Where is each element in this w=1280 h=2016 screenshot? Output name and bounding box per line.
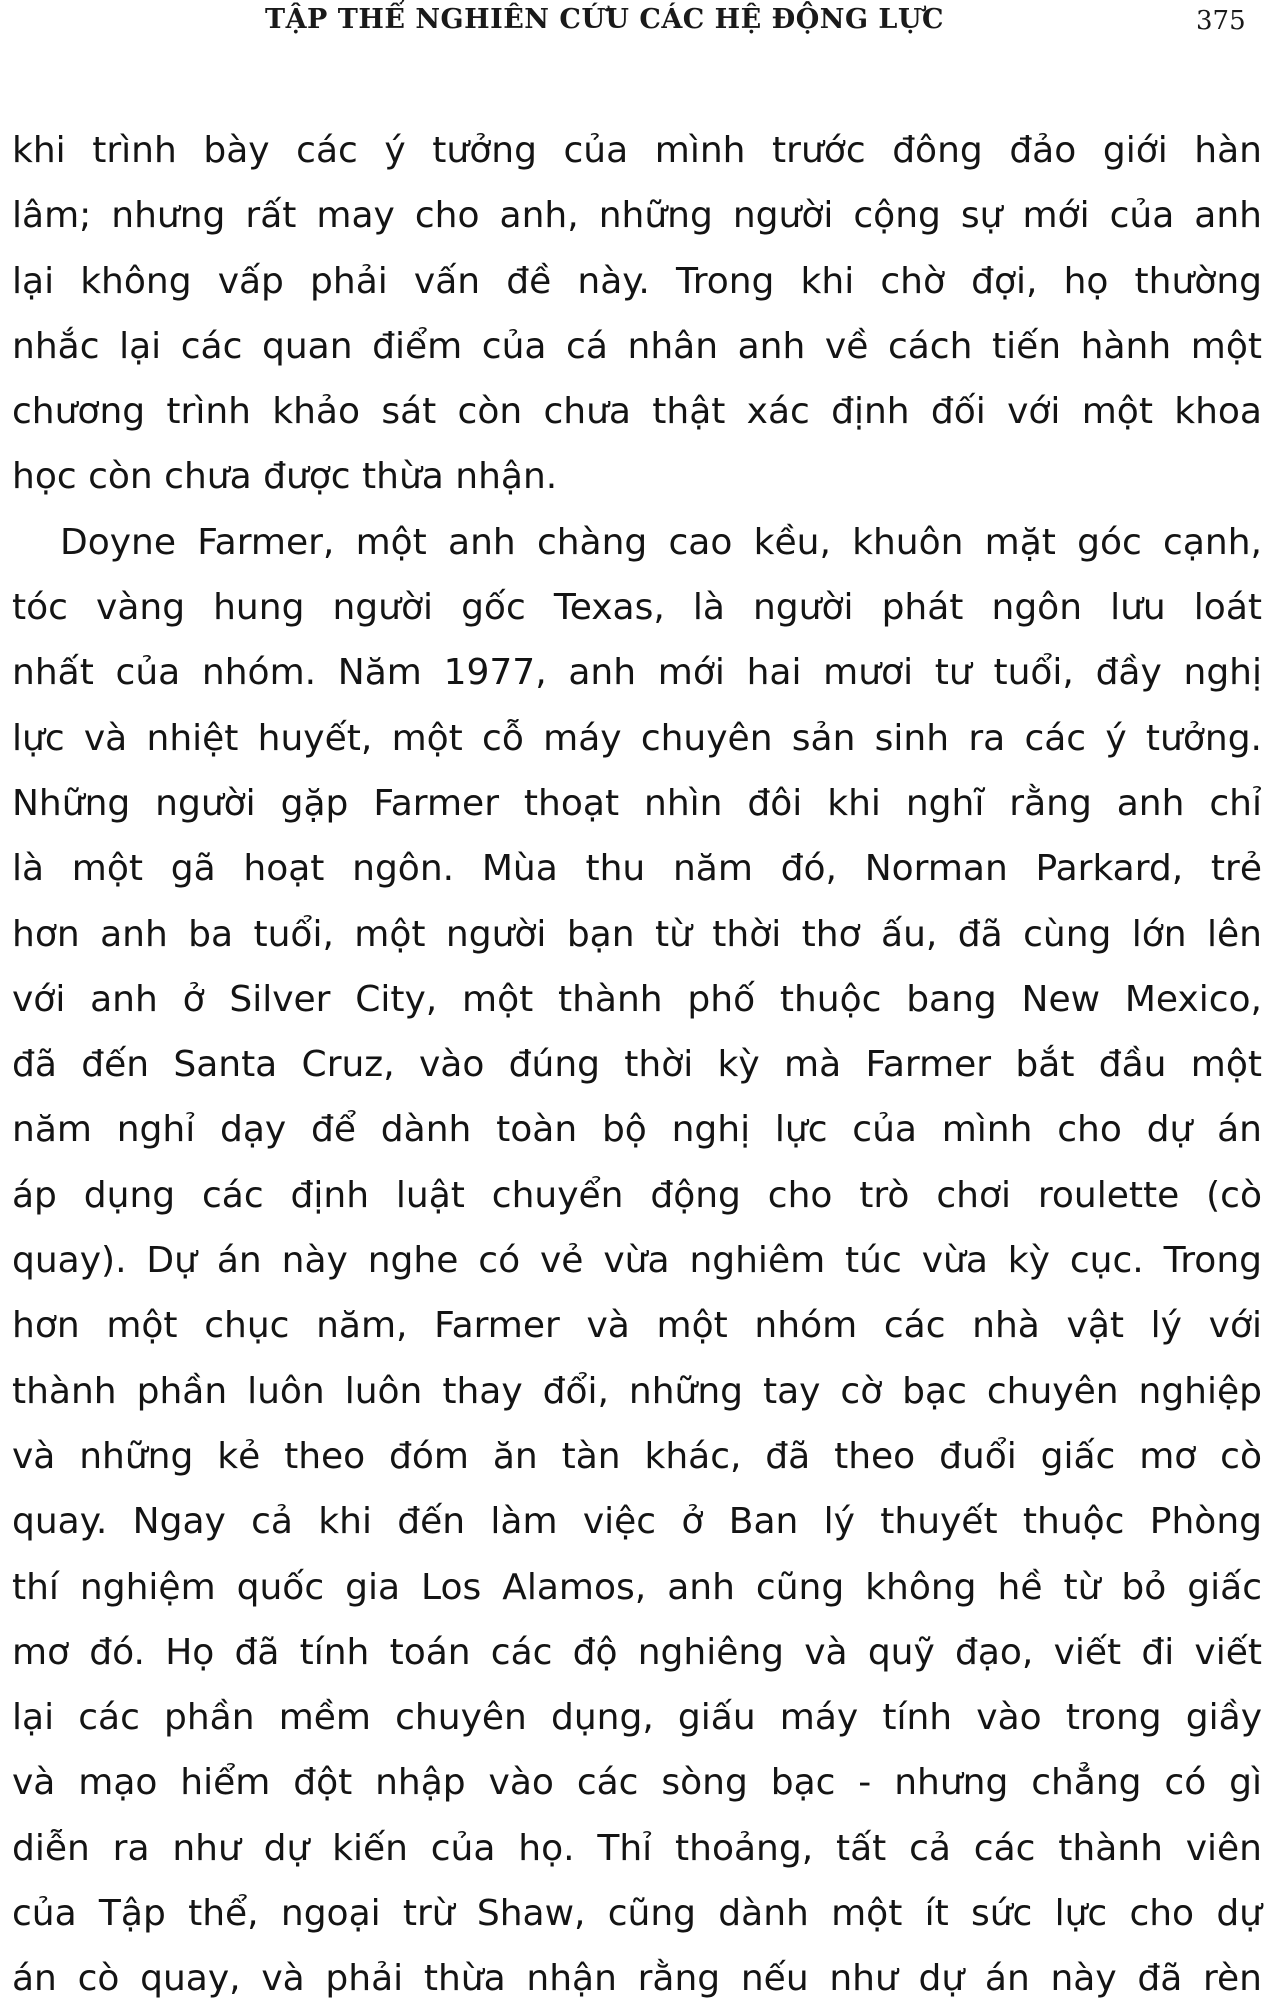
- text-line: và những kẻ theo đóm ăn tàn khác, đã theo đuổi giấc mơ cò: [12, 1435, 1262, 1477]
- paragraph-2: [12, 510, 1262, 2012]
- text-line: và mạo hiểm đột nhập vào các sòng bạc - nhưng chẳng có gì: [12, 1762, 1262, 1804]
- text-line: thí nghiệm quốc gia Los Alamos, anh cũng không hề từ bỏ giấc: [12, 1566, 1262, 1608]
- text-line: diễn ra như dự kiến của họ. Thỉ thoảng, tất cả các thành viên: [12, 1827, 1262, 1869]
- text-line: khi trình bày các ý tưởng của mình trước đông đảo giới hàn: [12, 130, 1262, 171]
- text-line: lâm; nhưng rất may cho anh, những người cộng sự mới của anh: [12, 195, 1262, 237]
- text-line: áp dụng các định luật chuyển động cho trò chơi roulette (cò: [12, 1174, 1262, 1216]
- text-line: nhắc lại các quan điểm của cá nhân anh về cách tiến hành một: [12, 325, 1262, 367]
- text-line: lực và nhiệt huyết, một cỗ máy chuyên sản sinh ra các ý tưởng.: [12, 717, 1262, 759]
- text-line: chương trình khảo sát còn chưa thật xác định đối với một khoa: [12, 391, 1262, 433]
- text-line: hơn anh ba tuổi, một người bạn từ thời thơ ấu, đã cùng lớn lên: [12, 913, 1262, 955]
- body-text: [12, 118, 1262, 2012]
- text-line: hơn một chục năm, Farmer và một nhóm các nhà vật lý với: [12, 1305, 1262, 1347]
- page-number: 375: [1196, 6, 1246, 36]
- text-line: Doyne Farmer, một anh chàng cao kều, khuôn mặt góc cạnh,: [60, 521, 1262, 563]
- paragraph-1: [12, 118, 1262, 510]
- text-line: nhất của nhóm. Năm 1977, anh mới hai mươi tư tuổi, đầy nghị: [12, 652, 1262, 694]
- text-line: quay). Dự án này nghe có vẻ vừa nghiêm túc vừa kỳ cục. Trong: [12, 1240, 1262, 1282]
- text-line: lại các phần mềm chuyên dụng, giấu máy tính vào trong giầy: [12, 1697, 1262, 1739]
- text-line: là một gã hoạt ngôn. Mùa thu năm đó, Norman Parkard, trẻ: [12, 848, 1262, 890]
- text-line: tóc vàng hung người gốc Texas, là người phát ngôn lưu loát: [12, 587, 1262, 629]
- text-line: Những người gặp Farmer thoạt nhìn đôi khi nghĩ rằng anh chỉ: [12, 782, 1262, 824]
- text-line: năm nghỉ dạy để dành toàn bộ nghị lực của mình cho dự án: [12, 1109, 1262, 1151]
- text-line: mơ đó. Họ đã tính toán các độ nghiêng và quỹ đạo, viết đi viết: [12, 1631, 1262, 1673]
- text-line: thành phần luôn luôn thay đổi, những tay cờ bạc chuyên nghiệp: [12, 1370, 1262, 1412]
- text-line: với anh ở Silver City, một thành phố thuộc bang New Mexico,: [12, 978, 1262, 1020]
- text-line: lại không vấp phải vấn đề này. Trong khi chờ đợi, họ thường: [12, 260, 1262, 302]
- text-line: quay. Ngay cả khi đến làm việc ở Ban lý thuyết thuộc Phòng: [12, 1501, 1262, 1543]
- text-line: án cò quay, và phải thừa nhận rằng nếu như dự án này đã rèn: [12, 1958, 1262, 2000]
- text-line: đã đến Santa Cruz, vào đúng thời kỳ mà Farmer bắt đầu một: [12, 1044, 1262, 1086]
- text-line: của Tập thể, ngoại trừ Shaw, cũng dành một ít sức lực cho dự: [12, 1893, 1262, 1935]
- text-line: học còn chưa được thừa nhận.: [12, 456, 558, 498]
- running-title: TẬP THỂ NGHIÊN CỨU CÁC HỆ ĐỘNG LỰC: [265, 4, 944, 35]
